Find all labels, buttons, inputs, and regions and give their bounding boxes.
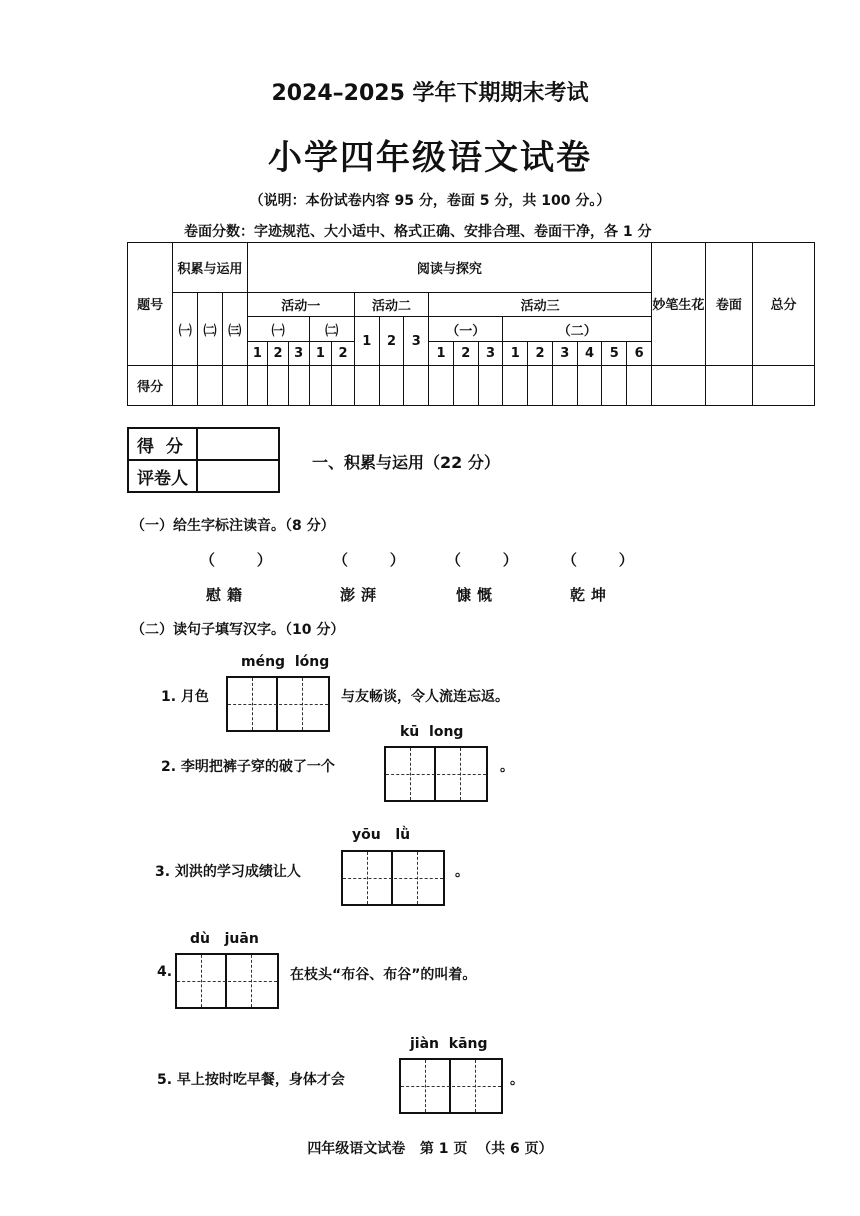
activity-1-sub-b: ㈡ [309, 317, 354, 341]
grader-box [127, 427, 280, 493]
pinyin-hint-3: yōu lǜ [352, 827, 411, 843]
score-cell[interactable] [404, 365, 429, 405]
exam-term-title: 2024–2025 学年下期期末考试 [271, 81, 589, 106]
score-cell[interactable] [354, 365, 379, 405]
num-cell: 2 [332, 341, 355, 365]
num-cell: 2 [268, 341, 289, 365]
col-paper: 卷面 [705, 243, 752, 366]
score-cell[interactable] [198, 365, 223, 405]
sub-a: ㈠ [173, 293, 198, 365]
sentence-2-after: 。 [500, 759, 514, 775]
char-grid-4[interactable] [175, 953, 279, 1009]
score-cell[interactable] [288, 365, 309, 405]
score-cell[interactable] [429, 365, 454, 405]
char-grid-5[interactable] [399, 1058, 503, 1114]
num-cell: 2 [528, 341, 553, 365]
score-cell[interactable] [379, 365, 404, 405]
score-table [127, 242, 815, 406]
sentence-3-before: 3. 刘洪的学习成绩让人 [155, 864, 301, 880]
activity-3: 活动三 [429, 293, 652, 317]
score-cell[interactable] [173, 365, 198, 405]
score-note: （说明：本份试卷内容 95 分，卷面 5 分，共 100 分。） [249, 193, 611, 209]
paper-score-note: 卷面分数：字迹规范、大小适中、格式正确、安排合理、卷面干净，各 1 分 [184, 224, 652, 240]
activity-1: 活动一 [247, 293, 354, 317]
pinyin-hint-4: dù juān [190, 931, 259, 947]
score-cell[interactable] [309, 365, 332, 405]
score-cell[interactable] [222, 365, 247, 405]
score-row-label: 得分 [128, 365, 173, 405]
word-4: 乾坤 [570, 586, 613, 604]
group-accumulation: 积累与运用 [173, 243, 247, 293]
sentence-5-before: 5. 早上按时吃早餐，身体才会 [157, 1072, 345, 1088]
num-cell: 1 [503, 341, 528, 365]
score-cell[interactable] [528, 365, 553, 405]
activity-3-sub-one: （一） [429, 317, 503, 341]
num-cell: 3 [288, 341, 309, 365]
word-1: 慰籍 [206, 586, 249, 604]
score-cell[interactable] [602, 365, 627, 405]
sentence-5-after: 。 [510, 1072, 524, 1088]
num-cell: 3 [478, 341, 503, 365]
num-cell: 2 [453, 341, 478, 365]
score-cell[interactable] [652, 365, 706, 405]
score-cell[interactable] [332, 365, 355, 405]
group-reading: 阅读与探究 [247, 243, 651, 293]
pinyin-answer-1[interactable]: （ ） [200, 551, 272, 569]
col-total: 总分 [753, 243, 815, 366]
grader-score-label: 得 分 [128, 428, 197, 460]
num-cell: 6 [627, 341, 652, 365]
sentence-3-after: 。 [455, 864, 469, 880]
pinyin-answer-4[interactable]: （ ） [562, 551, 634, 569]
page-footer: 四年级语文试卷 第 1 页 （共 6 页） [307, 1141, 553, 1157]
activity-1-sub-a: ㈠ [247, 317, 309, 341]
word-2: 澎湃 [340, 586, 383, 604]
score-cell[interactable] [627, 365, 652, 405]
activity-2: 活动二 [354, 293, 428, 317]
grader-name-label: 评卷人 [128, 460, 197, 492]
score-cell[interactable] [577, 365, 602, 405]
char-grid-3[interactable] [341, 850, 445, 906]
pinyin-hint-2: kū long [400, 724, 464, 740]
sentence-1-after: 与友畅谈，令人流连忘返。 [341, 689, 509, 705]
num-cell: 2 [379, 317, 404, 365]
col-writing: 妙笔生花 [652, 243, 706, 366]
sentence-2-before: 2. 李明把裤子穿的破了一个 [161, 759, 335, 775]
score-cell[interactable] [552, 365, 577, 405]
part-1-title: （一）给生字标注读音。（8 分） [131, 518, 335, 534]
grader-score-field[interactable] [197, 428, 279, 460]
pinyin-answer-2[interactable]: （ ） [333, 551, 405, 569]
pinyin-hint-5: jiàn kāng [410, 1036, 488, 1052]
sub-b: ㈡ [198, 293, 223, 365]
sentence-4-after: 在枝头“布谷、布谷”的叫着。 [290, 967, 477, 983]
exam-paper-title: 小学四年级语文试卷 [268, 138, 592, 178]
num-cell: 3 [404, 317, 429, 365]
sub-c: ㈢ [222, 293, 247, 365]
num-cell: 3 [552, 341, 577, 365]
score-cell[interactable] [268, 365, 289, 405]
score-cell[interactable] [705, 365, 752, 405]
sentence-4-before: 4. [157, 964, 173, 980]
section-1-title: 一、积累与运用（22 分） [312, 453, 500, 472]
sentence-1-before: 1. 月色 [161, 689, 209, 705]
pinyin-answer-3[interactable]: （ ） [446, 551, 518, 569]
num-cell: 1 [429, 341, 454, 365]
grader-name-field[interactable] [197, 460, 279, 492]
char-grid-1[interactable] [226, 676, 330, 732]
part-2-title: （二）读句子填写汉字。（10 分） [131, 622, 345, 638]
score-cell[interactable] [503, 365, 528, 405]
score-cell[interactable] [247, 365, 268, 405]
word-3: 慷慨 [456, 586, 499, 604]
activity-3-sub-two: （二） [503, 317, 652, 341]
score-cell[interactable] [453, 365, 478, 405]
num-cell: 1 [354, 317, 379, 365]
question-number-label: 题号 [128, 243, 173, 366]
num-cell: 1 [309, 341, 332, 365]
pinyin-hint-1: méng lóng [241, 654, 330, 670]
score-cell[interactable] [753, 365, 815, 405]
num-cell: 4 [577, 341, 602, 365]
score-cell[interactable] [478, 365, 503, 405]
num-cell: 1 [247, 341, 268, 365]
char-grid-2[interactable] [384, 746, 488, 802]
num-cell: 5 [602, 341, 627, 365]
